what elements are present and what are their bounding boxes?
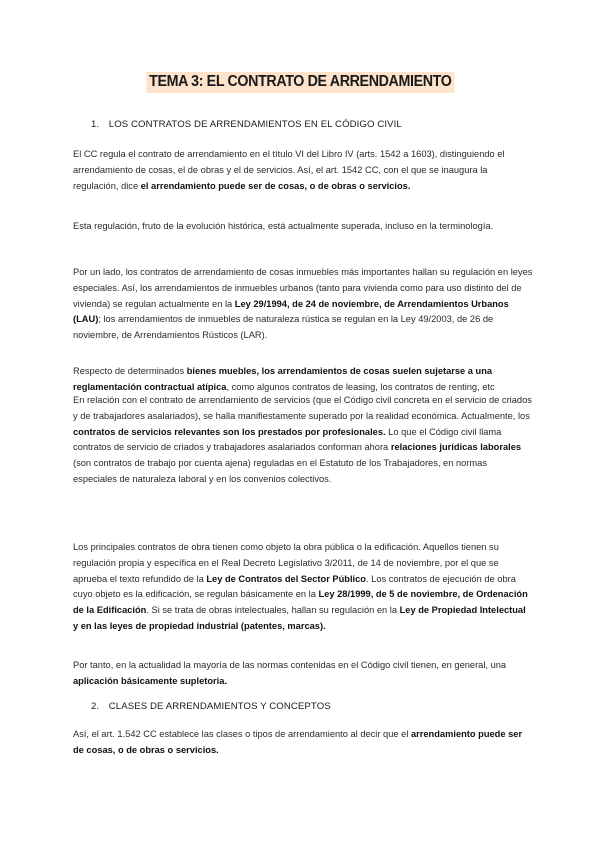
section-1-number: 1. [91, 119, 100, 130]
paragraph-3-text: Por un lado, los contratos de arrendamiento de cosas inmuebles más importantes hallan su regulación en leyes especiales. Así, los arrendamientos de inmuebles urbanos (tanto para vivienda como para uso distinto del de vivienda) se regulan actualmente en la [73, 267, 533, 309]
paragraph-3 [73, 265, 533, 344]
section-2-heading [91, 701, 331, 712]
paragraph-8 [73, 727, 533, 759]
paragraph-1 [73, 147, 533, 194]
paragraph-6-bold-3: Ley de Propiedad Intelectual y en las leyes de propiedad industrial (patentes, marcas). [73, 605, 526, 631]
paragraph-6-text: Los principales contratos de obra tienen como objeto la obra pública o la edificación. Aquellos tienen su regulación propia y específica en el Real Decreto Legislativo 3/2011, de 14 de noviembre, por el que se aprueba el texto refundido de la [73, 542, 499, 584]
paragraph-4-text-2: , como algunos contratos de leasing, los contratos de renting, etc [226, 381, 495, 392]
section-2-title: CLASES DE ARRENDAMIENTOS Y CONCEPTOS [108, 701, 331, 712]
paragraph-6-bold: Ley de Contratos del Sector Público [206, 573, 366, 584]
paragraph-6-text-2: . Los contratos de ejecución de obra cuyo objeto es la edificación, se regulan básicamente en la [73, 573, 516, 600]
paragraph-6-text-3: . Si se trata de obras intelectuales, hallan su regulación en la [146, 605, 400, 616]
paragraph-7 [73, 658, 533, 690]
paragraph-3-text-2: ; los arrendamientos de inmuebles de naturaleza rústica se regulan en la Ley 49/2003, de 26 de noviembre, de Arrendamientos Rústicos (LAR). [73, 314, 494, 341]
document-title: TEMA 3: EL CONTRATO DE ARRENDAMIENTO [146, 72, 454, 93]
paragraph-8-text: Así, el art. 1.542 CC establece las clases o tipos de arrendamiento al decir que el [73, 729, 411, 739]
title-wrap [0, 72, 600, 93]
paragraph-7-text: Por tanto, en la actualidad la mayoría de las normas contenidas en el Código civil tienen, en general, una [73, 660, 507, 670]
paragraph-2-text: Esta regulación, fruto de la evolución histórica, está actualmente superada, incluso en la terminología. [73, 221, 494, 231]
paragraph-2 [73, 219, 533, 235]
paragraph-5-text-2: Lo que el Código civil llama contratos de servicio de criados y trabajadores asalariados conforman ahora [73, 426, 502, 453]
section-1-heading [91, 119, 402, 130]
paragraph-5-bold: contratos de servicios relevantes son los prestados por profesionales. [73, 426, 386, 437]
section-1-title: LOS CONTRATOS DE ARRENDAMIENTOS EN EL CÓDIGO CIVIL [108, 119, 402, 130]
paragraph-6-bold-2: Ley 28/1999, de 5 de noviembre, de Ordenación de la Edificación [73, 589, 528, 616]
paragraph-8-bold: arrendamiento puede ser de cosas, o de obras o servicios. [73, 729, 523, 755]
paragraph-5-bold-2: relaciones jurídicas laborales [390, 442, 522, 453]
paragraph-5 [73, 393, 533, 488]
paragraph-3-bold: Ley 29/1994, de 24 de noviembre, de Arrendamientos Urbanos (LAU) [73, 298, 509, 325]
paragraph-1-text: El CC regula el contrato de arrendamiento en el título VI del Libro IV (arts. 1542 a 1603), distinguiendo el arrendamiento de cosas, el de obras y el de servicios. Así, el art. 1542 CC, con el que se inaugura la regulación, dice [73, 149, 505, 191]
paragraph-5-text-3: (son contratos de trabajo por cuenta ajena) reguladas en el Estatuto de los Trabajadores, en normas especiales de naturaleza laboral y en los convenios colectivos. [73, 458, 487, 484]
paragraph-7-bold: aplicación básicamente supletoria. [73, 675, 227, 686]
section-2-number: 2. [91, 701, 100, 712]
paragraph-4-text: Respecto de determinados [73, 366, 187, 376]
paragraph-6 [73, 540, 533, 635]
paragraph-4-bold: bienes muebles, los arrendamientos de cosas suelen sujetarse a una reglamentación contractual atípica [73, 366, 493, 392]
paragraph-4 [73, 364, 533, 396]
paragraph-1-bold: el arrendamiento puede ser de cosas, o de obras o servicios. [140, 180, 411, 191]
paragraph-5-text: En relación con el contrato de arrendamiento de servicios (que el Código civil concreta en el servicio de criados y de trabajadores asalariados), se halla manifiestamente superado por la realidad económica. Actualmente, los [73, 395, 532, 421]
